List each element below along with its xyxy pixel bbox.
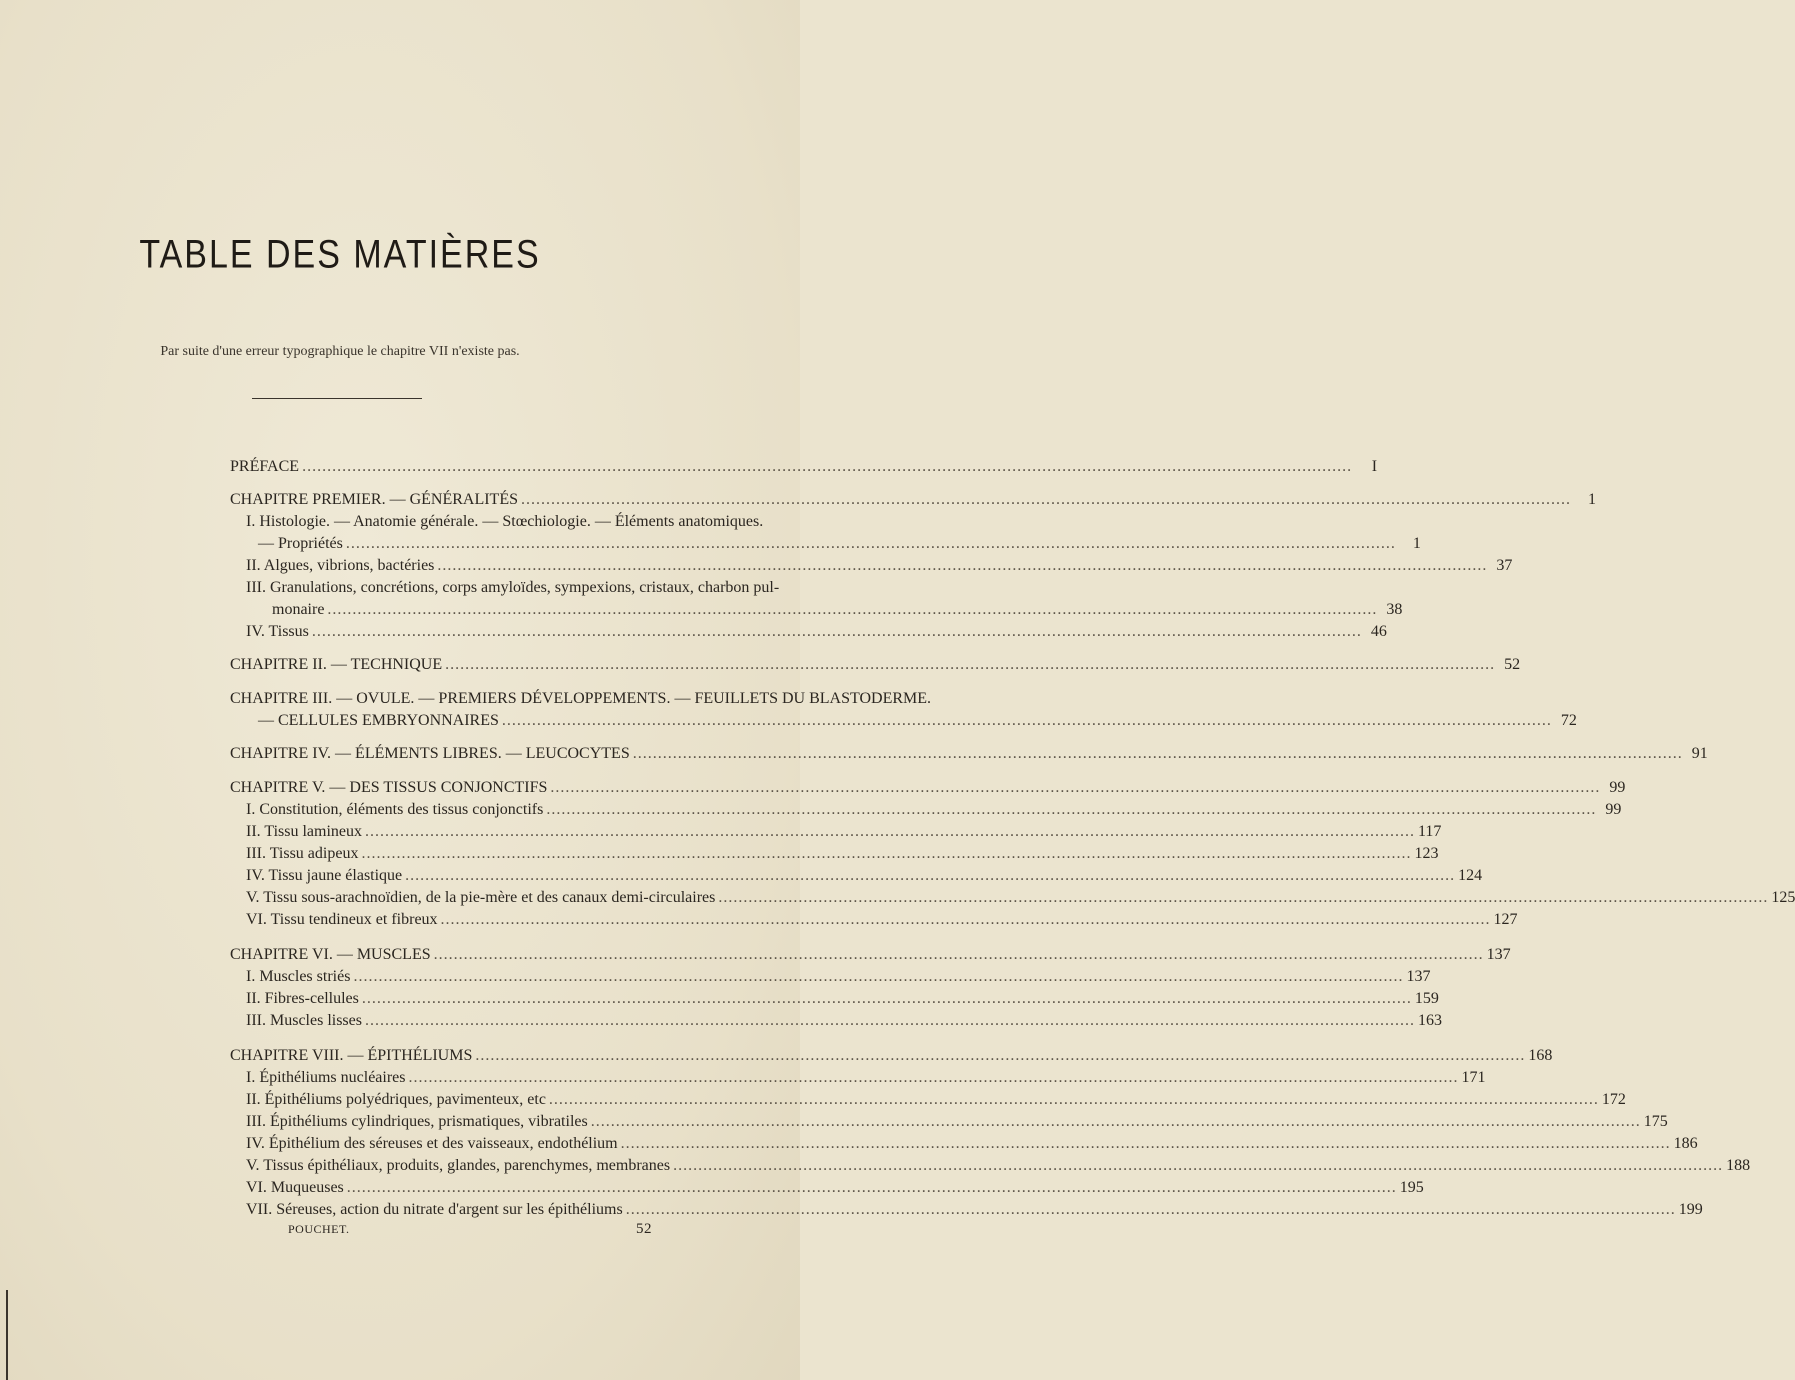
dot-leader bbox=[502, 710, 1552, 732]
toc-entry-5-v: V. Tissu sous-arachnoïdien, de la pie-mère et des canaux demi-circulaires ..... 125 bbox=[246, 887, 777, 909]
toc-entry-chapter-4: CHAPITRE IV. — ÉLÉMENTS LIBRES. — LEUCOCYTES ..... 91 bbox=[230, 743, 777, 765]
dot-leader bbox=[441, 909, 1491, 931]
dot-leader bbox=[673, 1155, 1723, 1177]
toc-entry-chapter-5: CHAPITRE V. — DES TISSUS CONJONCTIFS ..... 99 bbox=[230, 777, 777, 799]
toc-entry-8-iv: IV. Épithélium des séreuses et des vaisseaux, endothélium ..... 186 bbox=[246, 1133, 777, 1155]
toc-entry-chapter-2: CHAPITRE II. — TECHNIQUE ..... 52 bbox=[230, 654, 777, 676]
footer-author: POUCHET. bbox=[288, 1222, 350, 1236]
toc-entry-1-ii: II. Algues, vibrions, bactéries ..... 37 bbox=[246, 555, 777, 577]
toc-entry-chapter-1: CHAPITRE PREMIER. — GÉNÉRALITÉS ..... 1 bbox=[230, 489, 777, 511]
erratum-note: Par suite d'une erreur typographique le chapitre VII n'existe pas. bbox=[160, 344, 520, 359]
dot-leader bbox=[437, 555, 1487, 577]
margin-mark bbox=[6, 1290, 8, 1380]
toc-entry-5-i: I. Constitution, éléments des tissus conjonctifs ..... 99 bbox=[246, 799, 777, 821]
dot-leader bbox=[327, 599, 1377, 621]
toc-entry-8-v: V. Tissus épithéliaux, produits, glandes, parenchymes, membranes ..... 188 bbox=[246, 1155, 777, 1177]
toc-entry-8-ii: II. Épithéliums polyédriques, pavimenteux, etc ..... 172 bbox=[246, 1089, 777, 1111]
dot-leader bbox=[550, 777, 1600, 799]
toc-entry-chapter-6: CHAPITRE VI. — MUSCLES ..... 137 bbox=[230, 944, 777, 966]
divider bbox=[252, 398, 422, 399]
dot-leader bbox=[361, 843, 1411, 865]
dot-leader bbox=[546, 799, 1596, 821]
page-title: TABLE DES MATIÈRES bbox=[139, 232, 541, 277]
toc-entry-8-i: I. Épithéliums nucléaires ..... 171 bbox=[246, 1067, 777, 1089]
toc-entry-1-i-cont: — Propriétés ..... 1 bbox=[258, 533, 777, 555]
dot-leader bbox=[302, 456, 1352, 478]
dot-leader bbox=[353, 966, 1403, 988]
dot-leader bbox=[549, 1089, 1599, 1111]
dot-leader bbox=[475, 1045, 1525, 1067]
dot-leader bbox=[621, 1133, 1671, 1155]
dot-leader bbox=[626, 1199, 1676, 1221]
dot-leader bbox=[445, 654, 1495, 676]
dot-leader bbox=[409, 1067, 1459, 1089]
toc-entry-1-iv: IV. Tissus ..... 46 bbox=[246, 621, 777, 643]
toc-entry-preface: PRÉFACE ..... I bbox=[230, 456, 777, 478]
dot-leader bbox=[591, 1111, 1641, 1133]
dot-leader bbox=[312, 621, 1362, 643]
toc-entry-1-iii-cont: monaire ..... 38 bbox=[272, 599, 777, 621]
toc-entry-chapter-3: CHAPITRE III. — OVULE. — PREMIERS DÉVELOPPEMENTS. — FEUILLETS DU BLASTODERME. bbox=[230, 690, 932, 707]
toc-entry-1-iii: III. Granulations, concrétions, corps amyloïdes, sympexions, cristaux, charbon pul- bbox=[246, 579, 780, 596]
toc-entry-5-iii: III. Tissu adipeux ..... 123 bbox=[246, 843, 777, 865]
dot-leader bbox=[718, 887, 1768, 909]
footer-signature: 52 bbox=[636, 1221, 652, 1237]
toc-entry-6-iii: III. Muscles lisses ..... 163 bbox=[246, 1010, 777, 1032]
toc-entry-5-ii: II. Tissu lamineux ..... 117 bbox=[246, 821, 777, 843]
dot-leader bbox=[346, 533, 1396, 555]
dot-leader bbox=[365, 1010, 1415, 1032]
dot-leader bbox=[633, 743, 1683, 765]
toc-entry-chapter-3-cont: — CELLULES EMBRYONNAIRES ..... 72 bbox=[258, 710, 777, 732]
toc-entry-8-iii: III. Épithéliums cylindriques, prismatiques, vibratiles ..... 175 bbox=[246, 1111, 777, 1133]
dot-leader bbox=[365, 821, 1415, 843]
toc-entry-5-vi: VI. Tissu tendineux et fibreux ..... 127 bbox=[246, 909, 777, 931]
dot-leader bbox=[405, 865, 1455, 887]
toc-entry-8-vii: VII. Séreuses, action du nitrate d'argent sur les épithéliums ..... 199 bbox=[246, 1199, 777, 1221]
toc-entry-8-vi: VI. Muqueuses ..... 195 bbox=[246, 1177, 777, 1199]
toc-entry-5-iv: IV. Tissu jaune élastique ..... 124 bbox=[246, 865, 777, 887]
toc-entry-chapter-8: CHAPITRE VIII. — ÉPITHÉLIUMS ..... 168 bbox=[230, 1045, 777, 1067]
toc-entry-1-i: I. Histologie. — Anatomie générale. — Stœchiologie. — Éléments anatomiques. bbox=[246, 513, 764, 530]
dot-leader bbox=[434, 944, 1484, 966]
dot-leader bbox=[521, 489, 1571, 511]
dot-leader bbox=[347, 1177, 1397, 1199]
toc-entry-6-ii: II. Fibres-cellules ..... 159 bbox=[246, 988, 777, 1010]
dot-leader bbox=[362, 988, 1412, 1010]
toc-entry-6-i: I. Muscles striés ..... 137 bbox=[246, 966, 777, 988]
